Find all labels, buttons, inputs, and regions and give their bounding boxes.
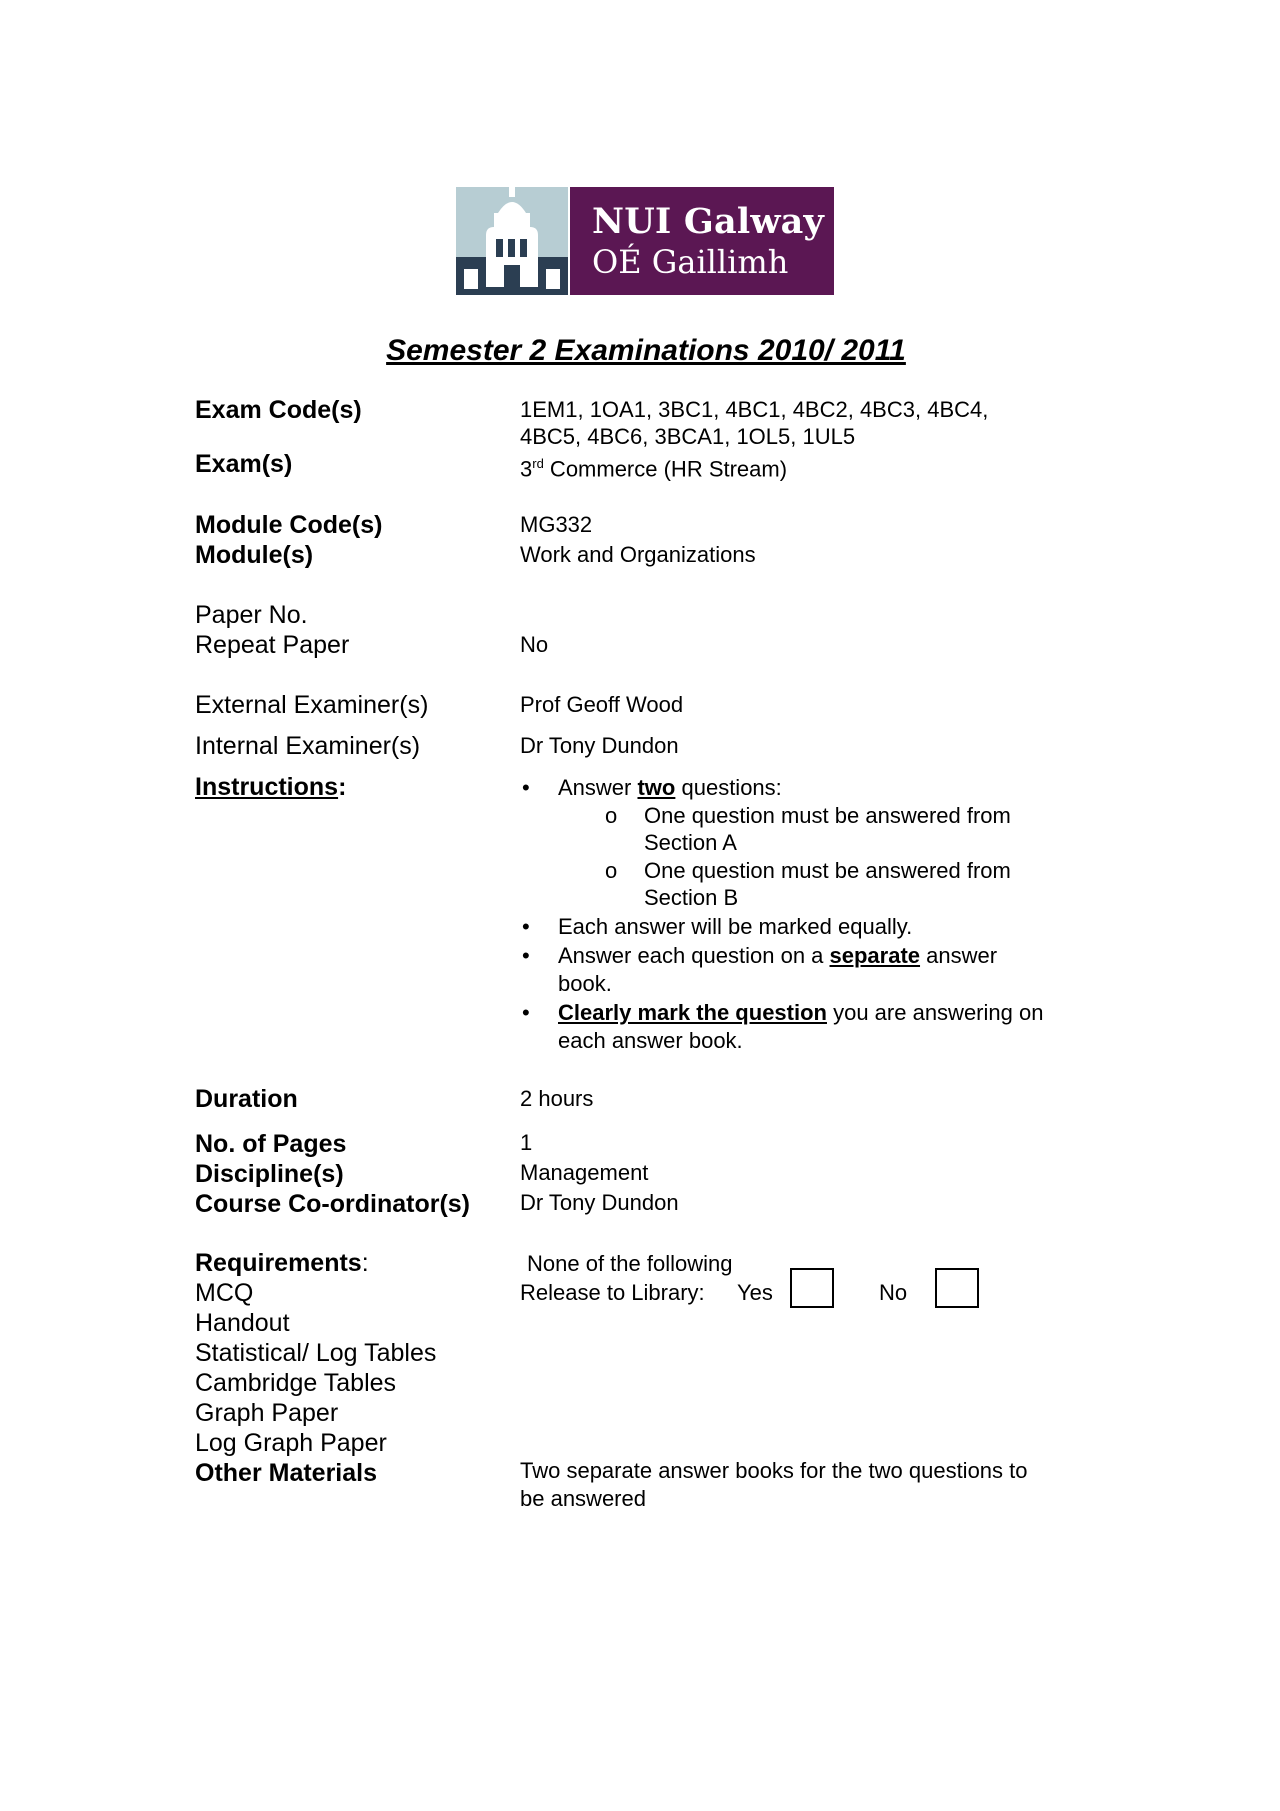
requirement-mcq: MCQ — [195, 1279, 254, 1307]
disciplines-value: Management — [520, 1160, 649, 1185]
sub-bullet-1: o — [605, 803, 618, 828]
release-yes-checkbox[interactable] — [790, 1268, 834, 1308]
instruction-1 — [558, 774, 782, 802]
none-of-following: None of the following — [527, 1251, 733, 1276]
internal-examiners-label: Internal Examiner(s) — [195, 732, 421, 760]
repeat-paper-value: No — [520, 632, 549, 657]
sub-instruction-2-line1: One question must be answered from — [644, 858, 1011, 883]
duration-value: 2 hours — [520, 1086, 594, 1111]
other-materials-value-line2: be answered — [520, 1486, 646, 1511]
sub-instruction-1-line1: One question must be answered from — [644, 803, 1011, 828]
module-codes-value: MG332 — [520, 512, 593, 537]
external-examiners-value: Prof Geoff Wood — [520, 692, 684, 717]
instruction-3-c: answer — [920, 943, 998, 968]
instruction-4 — [558, 999, 1043, 1027]
requirements-label — [195, 1248, 369, 1278]
instruction-bullet-2: • — [522, 914, 530, 939]
duration-label: Duration — [195, 1085, 298, 1113]
module-codes-label: Module Code(s) — [195, 511, 383, 539]
instruction-1-b: two — [637, 775, 676, 800]
exams-year: 3 — [520, 456, 533, 482]
exam-codes-value-line2: 4BC5, 4BC6, 3BCA1, 1OL5, 1UL5 — [520, 424, 856, 449]
instruction-3-a: Answer each question on a — [558, 943, 830, 968]
nui-galway-logo — [456, 187, 834, 295]
other-materials-value-line1: Two separate answer books for the two questions to — [520, 1458, 1028, 1483]
instructions-label — [195, 772, 346, 802]
logo-name-irish: OÉ Gaillimh — [592, 243, 789, 281]
sub-instruction-1-line2: Section A — [644, 830, 737, 855]
instruction-2: Each answer will be marked equally. — [558, 914, 913, 939]
page-title: Semester 2 Examinations 2010/ 2011 — [386, 334, 906, 367]
requirement-log-graph-paper: Log Graph Paper — [195, 1429, 387, 1457]
repeat-paper-label: Repeat Paper — [195, 631, 350, 659]
course-coordinators-value: Dr Tony Dundon — [520, 1190, 679, 1215]
requirement-handout: Handout — [195, 1309, 290, 1337]
instruction-bullet-3: • — [522, 943, 530, 968]
release-yes-label: Yes — [737, 1280, 773, 1305]
instruction-1-a: Answer — [558, 775, 638, 800]
exams-ordinal: rd — [532, 456, 544, 471]
requirement-statistical-tables: Statistical/ Log Tables — [195, 1339, 437, 1367]
requirements-label-text: Requirements — [195, 1249, 362, 1277]
instruction-3-b: separate — [829, 943, 921, 968]
exams-programme: Commerce (HR Stream) — [543, 456, 788, 482]
disciplines-label: Discipline(s) — [195, 1160, 344, 1188]
other-materials-label: Other Materials — [195, 1459, 378, 1487]
modules-label: Module(s) — [195, 541, 314, 569]
instruction-3-line2: book. — [558, 971, 612, 996]
instruction-bullet-1: • — [522, 775, 530, 800]
release-to-library-label: Release to Library: — [520, 1280, 705, 1305]
exam-codes-value-line1: 1EM1, 1OA1, 3BC1, 4BC1, 4BC2, 4BC3, 4BC4, — [520, 397, 989, 422]
modules-value: Work and Organizations — [520, 542, 756, 567]
sub-bullet-2: o — [605, 858, 618, 883]
no-of-pages-value: 1 — [520, 1130, 533, 1155]
requirements-label-colon: : — [361, 1249, 369, 1277]
instructions-label-colon: : — [338, 773, 347, 801]
course-coordinators-label: Course Co-ordinator(s) — [195, 1190, 470, 1218]
paper-no-label: Paper No. — [195, 601, 308, 629]
sub-instruction-2-line2: Section B — [644, 885, 739, 910]
instruction-3 — [558, 942, 997, 970]
instructions-label-text: Instructions — [195, 773, 339, 801]
exams-value — [520, 450, 787, 483]
instruction-bullet-4: • — [522, 1000, 530, 1025]
release-no-label: No — [879, 1280, 908, 1305]
no-of-pages-label: No. of Pages — [195, 1130, 347, 1158]
release-no-checkbox[interactable] — [935, 1268, 979, 1308]
logo-name-english: NUI Galway — [592, 201, 825, 242]
internal-examiners-value: Dr Tony Dundon — [520, 733, 679, 758]
exam-codes-label: Exam Code(s) — [195, 396, 362, 424]
external-examiners-label: External Examiner(s) — [195, 691, 429, 719]
requirement-graph-paper: Graph Paper — [195, 1399, 339, 1427]
building-tower-icon — [456, 187, 568, 295]
requirement-cambridge-tables: Cambridge Tables — [195, 1369, 397, 1397]
instruction-4-b: you are answering on — [826, 1000, 1044, 1025]
instruction-1-c: questions: — [675, 775, 782, 800]
instruction-4-line2: each answer book. — [558, 1028, 743, 1053]
instruction-4-a: Clearly mark the question — [558, 1000, 827, 1025]
logo-wordmark — [570, 187, 834, 295]
exams-label: Exam(s) — [195, 450, 293, 478]
